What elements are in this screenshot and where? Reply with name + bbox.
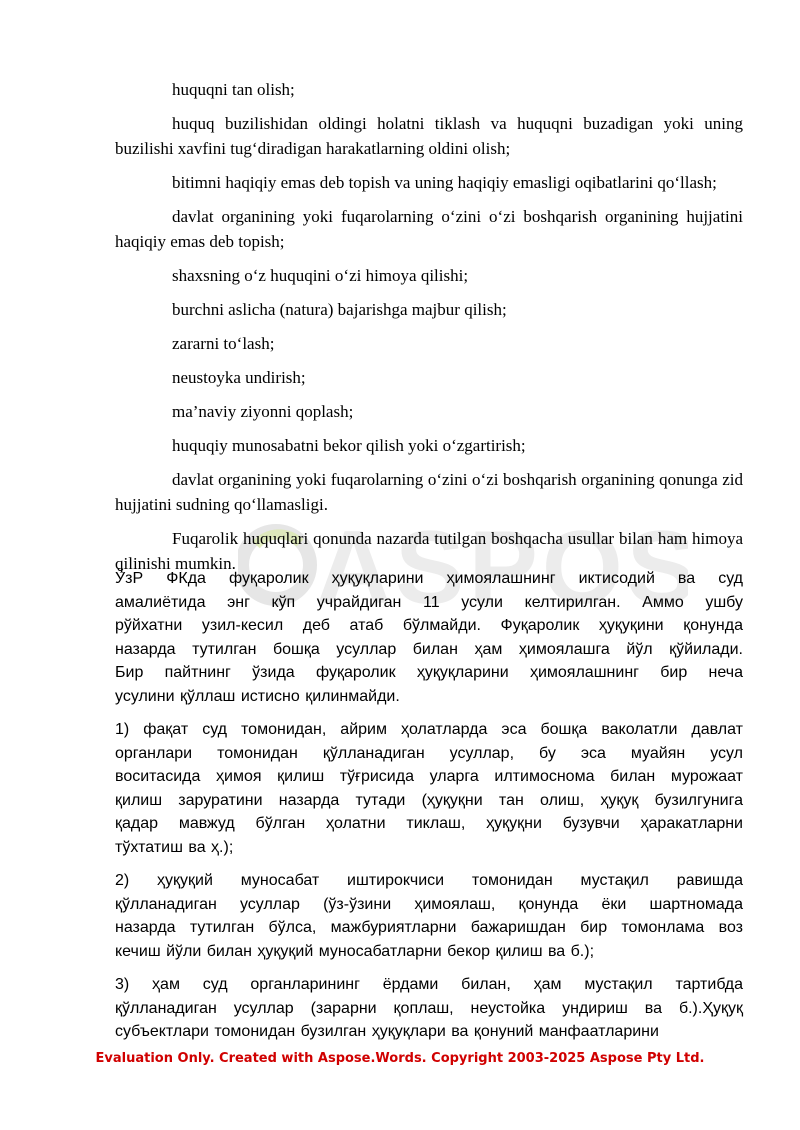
evaluation-footer: Evaluation Only. Created with Aspose.Words. Copyright 2003-2025 Aspose Pty Ltd. xyxy=(95,1051,705,1066)
text-line: 3) ҳам суд органларининг ёрдами билан, ҳам мустақил тартибда xyxy=(115,976,743,993)
latin-paragraph: ma’naviy ziyonni qoplash; xyxy=(172,402,354,421)
cyrillic-paragraph xyxy=(115,567,743,708)
text-line: қилиш заруратини назарда тутади (ҳуқуқни тан олиш, ҳуқуқ бузилгунига xyxy=(115,791,743,809)
text-line: кечиш йўли билан ҳуқуқий муносабатларни бекор қилиш ва б.); xyxy=(115,942,595,960)
svg-text:ASPOSE: ASPOS xyxy=(316,510,688,625)
text-line: қўлланадиган усуллар (ўз-ўзини ҳимоялаш, қонунда ёки шартномада xyxy=(115,895,743,913)
text-line: воситасида ҳимоя қилиш тўғрисида уларга илтимоснома билан мурожаат xyxy=(115,768,743,785)
latin-paragraph: Fuqarolik huquqlari qonunda nazarda tutilgan boshqacha usullar bilan ham himoya qilinishi mumkin. xyxy=(115,529,743,573)
latin-paragraph: shaxsning o‘z huquqini o‘zi himoya qilishi; xyxy=(172,266,469,285)
latin-paragraph: huquqiy munosabatni bekor qilish yoki o‘zgartirish; xyxy=(172,436,526,455)
latin-paragraph: burchni aslicha (natura) bajarishga majbur qilish; xyxy=(172,300,507,319)
text-line: усулини қўллаш истисно қилинмайди. xyxy=(115,687,400,705)
text-line: назарда тутилган бошқа усуллар билан ҳам ҳимоялашга йўл қўйилади. xyxy=(115,640,743,658)
text-line: органлари томонидан қўлланадиган усуллар, бу эса муайян усул xyxy=(115,744,743,762)
text-line: қадар мавжуд бўлган ҳолатни тиклаш, ҳуқуқни бузувчи ҳаракатларни xyxy=(115,815,743,832)
latin-paragraph: huquqni tan olish; xyxy=(172,80,295,99)
text-line: ЎзР ФКда фуқаролик ҳуқуқларини ҳимоялашнинг иктисодий ва суд xyxy=(115,570,743,587)
latin-text-block xyxy=(115,77,743,585)
text-line: амалиётида энг кўп учрайдиган 11 усули келтирилган. Аммо ушбу xyxy=(115,593,743,611)
text-line: тўхтатиш ва ҳ.); xyxy=(115,838,234,856)
latin-paragraph: bitimni haqiqiy emas deb topish va uning haqiqiy emasligi oqibatlarini qo‘llash; xyxy=(172,173,717,192)
latin-paragraph: davlat organining yoki fuqarolarning o‘zini o‘zi boshqarish organining hujjatini haqiqiy emas deb topish; xyxy=(115,207,743,251)
latin-paragraph: neustoyka undirish; xyxy=(172,368,306,387)
text-line: субъектлари томонидан бузилган ҳуқуқлари ва қонуний манфаатларини xyxy=(115,1023,659,1040)
text-line: назарда тутилган бўлса, мажбуриятларни бажаришдан бир томонлама воз xyxy=(115,919,743,936)
cyrillic-paragraph xyxy=(115,869,743,963)
cyrillic-paragraph xyxy=(115,973,743,1044)
text-line: рўйхатни узил-кесил деб атаб бўлмайди. Фуқаролик ҳуқуқини қонунда xyxy=(115,617,743,634)
text-line: қўлланадиган усуллар (зарарни қоплаш, неустойка ундириш ва б.).Ҳуқуқ xyxy=(115,999,743,1017)
cyrillic-text-block xyxy=(115,567,743,1054)
text-line: 2) ҳуқуқий муносабат иштирокчиси томонидан мустақил равишда xyxy=(115,872,743,889)
latin-paragraph: huquq buzilishidan oldingi holatni tiklash va huquqni buzadigan yoki uning buzilishi xavfini tug‘diradigan harakatlarning oldini olish; xyxy=(115,114,743,158)
latin-paragraph: davlat organining yoki fuqarolarning o‘zini o‘zi boshqarish organining qonunga zid hujjatini sudning qo‘llamasligi. xyxy=(115,470,743,514)
text-line: 1) фақат суд томонидан, айрим ҳолатларда эса бошқа ваколатли давлат xyxy=(115,721,743,738)
text-line: Бир пайтнинг ўзида фуқаролик ҳуқуқларини ҳимоялашнинг бир неча xyxy=(115,664,743,681)
latin-paragraph: zararni to‘lash; xyxy=(172,334,275,353)
cyrillic-paragraph xyxy=(115,718,743,859)
